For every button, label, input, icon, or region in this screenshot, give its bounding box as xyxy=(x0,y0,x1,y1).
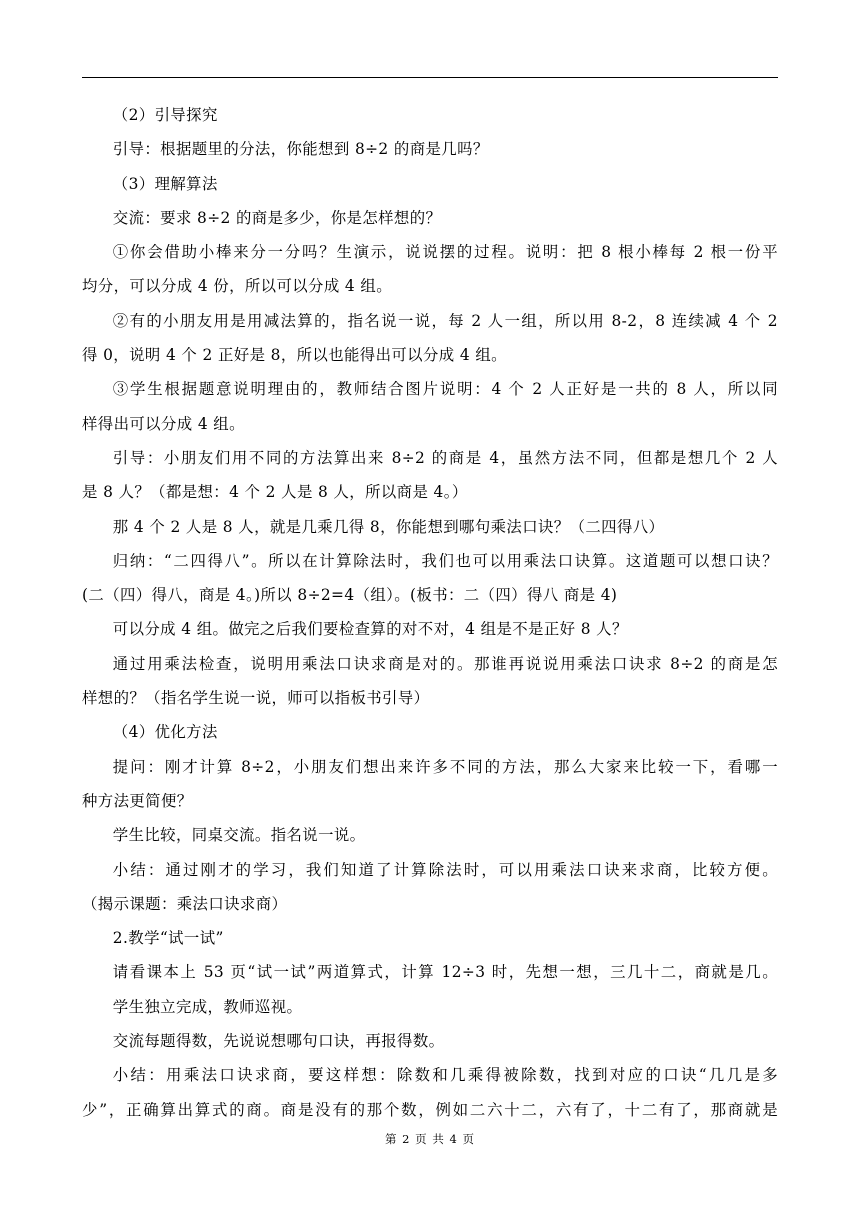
paragraph-line: 小结：用乘法口诀求商，要这样想：除数和几乘得被除数，找到对应的口诀“几几是多 xyxy=(112,1066,778,1085)
paragraph-line: ①你会借助小棒来分一分吗？生演示，说说摆的过程。说明：把 8 根小棒每 2 根一份平 xyxy=(112,243,778,262)
section-heading-4: （4）优化方法 xyxy=(112,723,218,742)
paragraph-line: 请看课本上 53 页“试一试”两道算式，计算 12÷3 时，先想一想，三几十二，商就是几。 xyxy=(112,963,778,982)
paragraph-line: 均分，可以分成 4 份，所以可以分成 4 组。 xyxy=(82,277,392,296)
paragraph-line: 通过用乘法检查，说明用乘法口诀求商是对的。那谁再说说用乘法口诀求 8÷2 的商是怎 xyxy=(112,654,778,673)
section-heading-2: （2）引导探究 xyxy=(112,106,218,124)
paragraph-line: 种方法更简便？ xyxy=(82,791,193,810)
paragraph-line: 归纳：“二四得八”。所以在计算除法时，我们也可以用乘法口诀算。这道题可以想口诀？ xyxy=(112,551,778,570)
page-footer: 第 2 页 共 4 页 xyxy=(385,1132,475,1146)
header-rule xyxy=(82,77,778,78)
paragraph-line: 是 8 人？（都是想：4 个 2 人是 8 人，所以商是 4。） xyxy=(82,483,468,502)
paragraph-line: 得 0，说明 4 个 2 正好是 8，所以也能得出可以分成 4 组。 xyxy=(82,346,507,365)
document-body xyxy=(82,98,778,1127)
paragraph-line: 交流：要求 8÷2 的商是多少，你是怎样想的？ xyxy=(112,208,442,227)
paragraph-line: 提问：刚才计算 8÷2，小朋友们想出来许多不同的方法，那么大家来比较一下，看哪一 xyxy=(112,757,778,776)
section-heading-3: （3）理解算法 xyxy=(112,174,218,193)
paragraph-line: 学生比较，同桌交流。指名说一说。 xyxy=(112,826,366,845)
paragraph-line: 样得出可以分成 4 组。 xyxy=(82,414,245,433)
paragraph-line: 少”，正确算出算式的商。商是没有的那个数，例如二六十二，六有了，十二有了，那商就是 xyxy=(82,1100,778,1119)
paragraph-line: ②有的小朋友用是用减法算的，指名说一说，每 2 人一组，所以用 8-2，8 连续减 4 个 2 xyxy=(112,311,778,330)
paragraph-line: 那 4 个 2 人是 8 人，就是几乘几得 8，你能想到哪句乘法口诀？（二四得八） xyxy=(112,517,665,536)
paragraph-line: 交流每题得数，先说说想哪句口诀，再报得数。 xyxy=(112,1032,445,1051)
paragraph-line: （揭示课题：乘法口诀求商） xyxy=(82,894,288,913)
paragraph-line: 小结：通过刚才的学习，我们知道了计算除法时，可以用乘法口诀来求商，比较方便。 xyxy=(112,860,778,879)
paragraph-line: ③学生根据题意说明理由的，教师结合图片说明：4 个 2 人正好是一共的 8 人，所以同 xyxy=(112,380,778,399)
paragraph-line: (二（四）得八，商是 4。)所以 8÷2=4（组）。(板书：二（四）得八 商是 4) xyxy=(82,586,618,605)
paragraph-line: 学生独立完成，教师巡视。 xyxy=(112,997,303,1016)
paragraph-line: 样想的？（指名学生说一说，师可以指板书引导） xyxy=(82,689,430,708)
paragraph-line: 可以分成 4 组。做完之后我们要检查算的对不对，4 组是不是正好 8 人？ xyxy=(112,620,628,639)
paragraph-line: 引导：小朋友们用不同的方法算出来 8÷2 的商是 4，虽然方法不同，但都是想几个 2 人 xyxy=(112,448,778,467)
subsection-heading: 2.教学“试一试” xyxy=(112,929,224,948)
paragraph-line: 引导：根据题里的分法，你能想到 8÷2 的商是几吗？ xyxy=(112,140,489,159)
